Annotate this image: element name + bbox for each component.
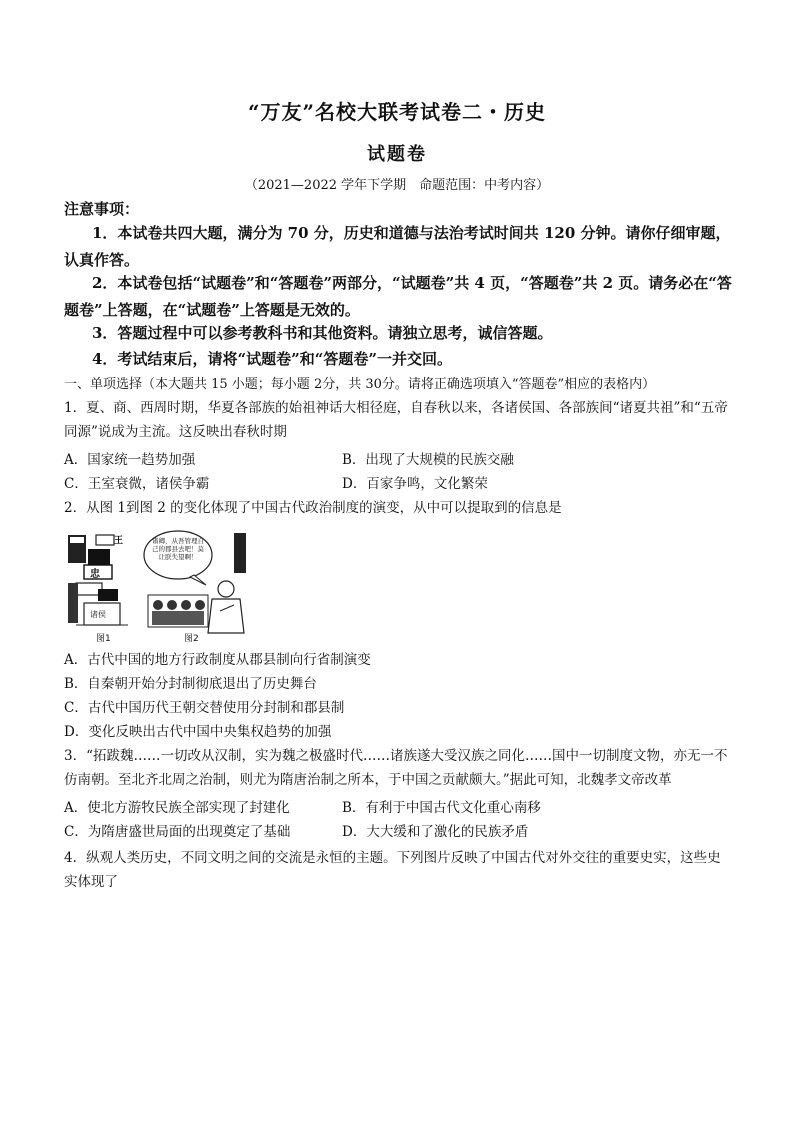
question-4-stem: 4．纵观人类历史，不同文明之间的交流是永恒的主题。下列图片反映了中国古代对外交往的重要史实，这些史实体现了 [64, 850, 721, 890]
question-2-stem: 2．从图 1到图 2 的变化体现了中国古代政治制度的演变，从中可以提取到的信息是 [64, 500, 562, 516]
figure-1-king-label: 王 [114, 536, 124, 546]
question-1-option-d: D．百家争鸣，文化繁荣 [342, 476, 488, 492]
question-2-option-a: A．古代中国的地方行政制度从郡县制向行省制演变 [64, 652, 371, 668]
notice-item-3: 3．答题过程中可以参考教科书和其他资料。请独立思考，诚信答题。 [92, 324, 553, 342]
figure-2-speech-bubble: 诸卿，从吾管理自己的郡县去吧！莫让朕失望啊！ [152, 537, 204, 561]
question-1-option-b: B．出现了大规模的民族交融 [342, 452, 514, 468]
figure-2-label: 图2 [184, 634, 199, 644]
exam-subtitle: 试题卷 [367, 144, 427, 165]
question-3-option-a: A．使北方游牧民族全部实现了封建化 [64, 800, 290, 816]
question-1-stem: 1．夏、商、西周时期，华夏各部族的始祖神话大相径庭，自春秋以来，各诸侯国、各部族间“诸夏共祖”和“五帝同源”说成为主流。这反映出春秋时期 [64, 400, 728, 440]
question-2-option-b: B．自秦朝开始分封制彻底退出了历史舞台 [64, 676, 317, 692]
exam-title: “万友”名校大联考试卷二・历史 [247, 100, 546, 124]
question-1-option-a: A．国家统一趋势加强 [64, 452, 196, 468]
question-2-option-c: C．古代中国历代王朝交替使用分封制和郡县制 [64, 700, 345, 716]
question-1-option-c: C．王室衰微，诸侯争霸 [64, 476, 210, 492]
notice-heading: 注意事项： [64, 200, 140, 218]
notice-item-4: 4．考试结束后，请将“试题卷”和“答题卷”一并交回。 [92, 350, 452, 368]
figure-1-loyal-label: 忠 [90, 569, 100, 580]
question-2-option-d: D．变化反映出古代中国中央集权趋势的加强 [64, 724, 332, 740]
section-heading: 一、单项选择（本大题共 15 小题；每小题 2分，共 30分。请将正确选项填入“答题卷”相应的表格内） [64, 377, 656, 392]
notice-item-2: 2．本试卷包括“试题卷”和“答题卷”两部分，“试题卷”共 4 页，“答题卷”共 2 页。请务必在“答题卷”上答题，在“试题卷”上答题是无效的。 [64, 274, 732, 319]
political-system-illustration [66, 525, 246, 645]
exam-meta: （2021—2022 学年下学期 命题范围：中考内容） [244, 178, 550, 193]
question-2-figures [66, 525, 246, 645]
question-3-stem: 3．“拓跋魏……一切改从汉制，实为魏之极盛时代……诸族遂大受汉族之同化……国中一切制度文物，亦无一不仿南朝。至北齐北周之治制，则尤为隋唐治制之所本，于中国之贡献颇大。”据此可知，北魏孝文帝改革 [64, 748, 728, 788]
question-3-option-b: B．有利于中国古代文化重心南移 [342, 800, 541, 816]
question-3-option-c: C．为隋唐盛世局面的出现奠定了基础 [64, 824, 291, 840]
question-3-option-d: D．大大缓和了激化的民族矛盾 [342, 824, 529, 840]
figure-1-label: 图1 [96, 634, 111, 644]
figure-1-lords-label: 诸侯 [90, 610, 106, 619]
notice-item-1: 1．本试卷共四大题，满分为 70 分，历史和道德与法治考试时间共 120 分钟。请你仔细审题，认真作答。 [64, 224, 731, 269]
